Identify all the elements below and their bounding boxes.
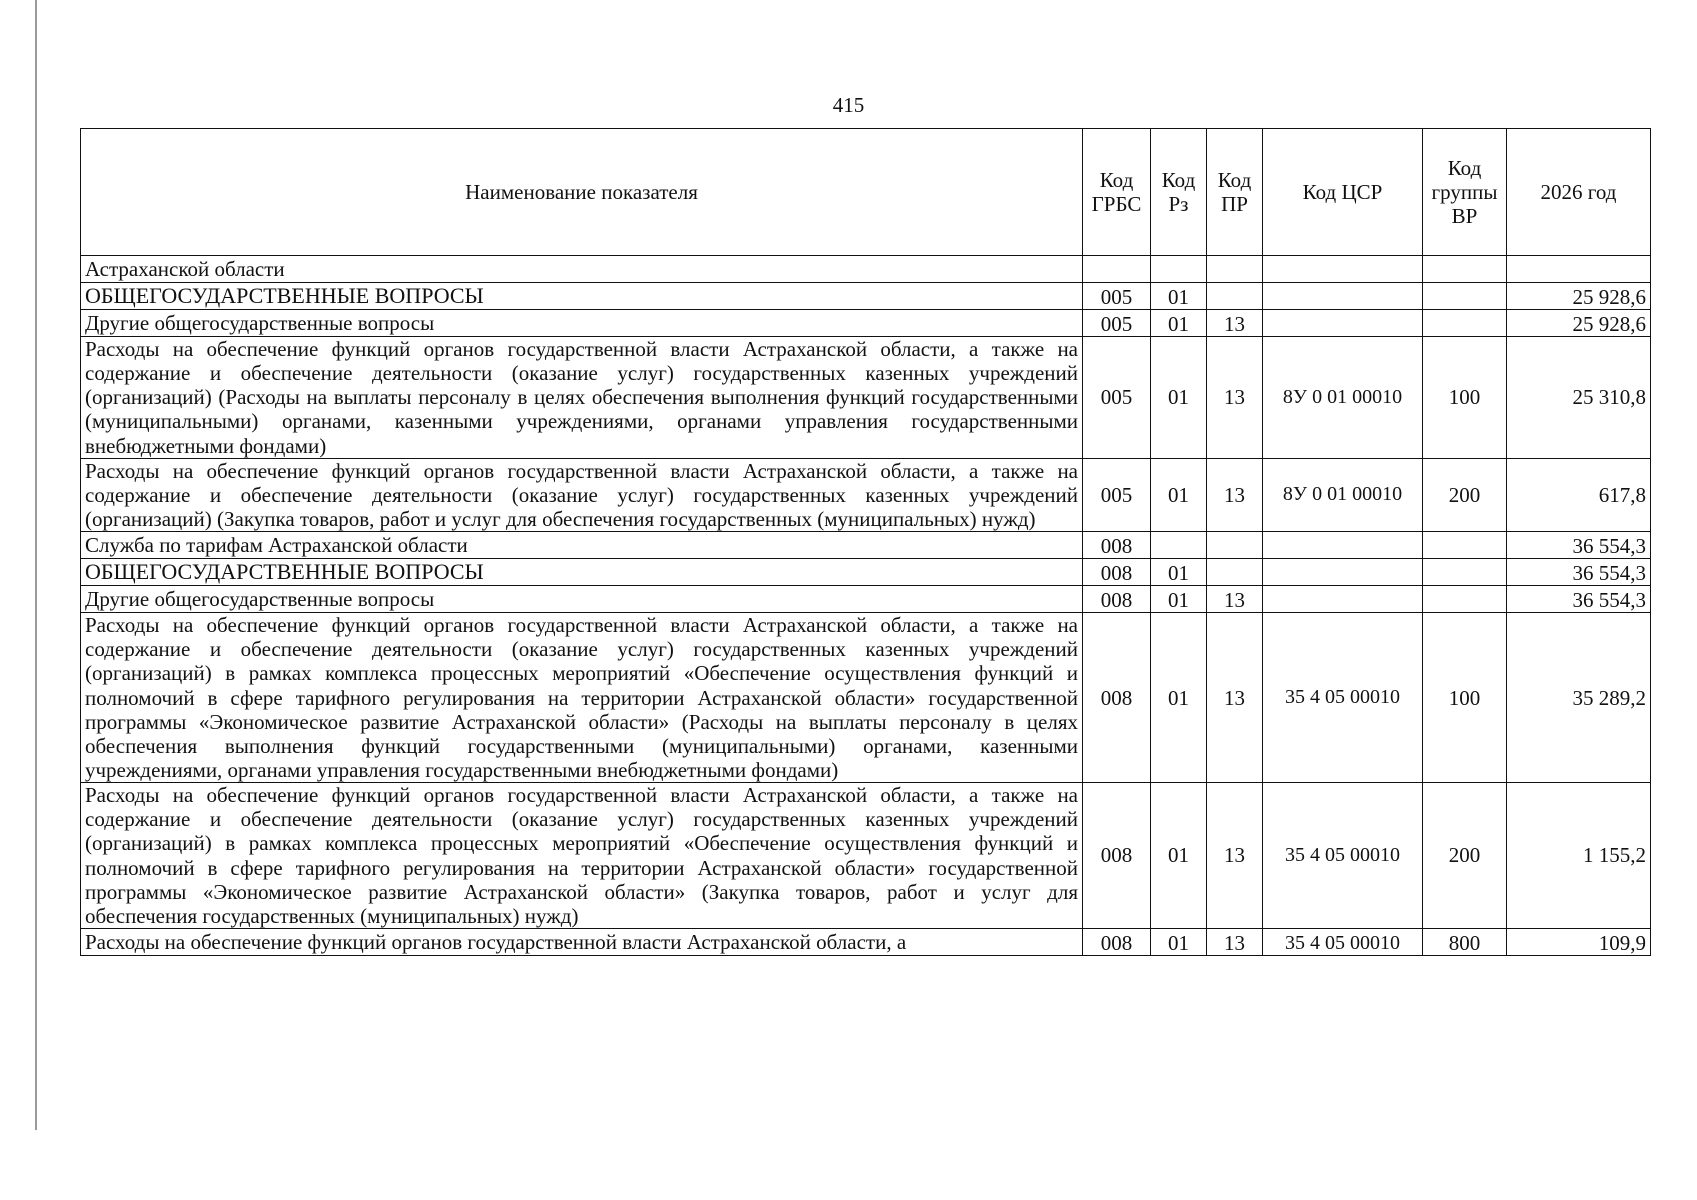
row-pr: 13 bbox=[1207, 586, 1263, 613]
row-grbs: 008 bbox=[1083, 928, 1151, 955]
header-pr: Код ПР bbox=[1207, 129, 1263, 256]
row-csr bbox=[1263, 283, 1423, 310]
row-rz: 01 bbox=[1151, 559, 1207, 586]
table-row bbox=[81, 586, 1651, 613]
row-pr: 13 bbox=[1207, 613, 1263, 783]
table-row bbox=[81, 337, 1651, 459]
row-grbs: 008 bbox=[1083, 532, 1151, 559]
header-name: Наименование показателя bbox=[81, 129, 1083, 256]
row-csr: 8У 0 01 00010 bbox=[1263, 337, 1423, 459]
row-rz: 01 bbox=[1151, 613, 1207, 783]
row-name: ОБЩЕГОСУДАРСТВЕННЫЕ ВОПРОСЫ bbox=[81, 559, 1083, 586]
row-rz: 01 bbox=[1151, 283, 1207, 310]
row-vr bbox=[1423, 256, 1507, 283]
row-amount: 25 928,6 bbox=[1507, 283, 1651, 310]
row-name: Служба по тарифам Астраханской области bbox=[81, 532, 1083, 559]
row-amount: 25 310,8 bbox=[1507, 337, 1651, 459]
row-pr: 13 bbox=[1207, 458, 1263, 531]
row-pr bbox=[1207, 256, 1263, 283]
row-csr bbox=[1263, 256, 1423, 283]
row-amount: 1 155,2 bbox=[1507, 783, 1651, 929]
row-amount: 35 289,2 bbox=[1507, 613, 1651, 783]
row-rz: 01 bbox=[1151, 928, 1207, 955]
row-rz: 01 bbox=[1151, 458, 1207, 531]
row-pr bbox=[1207, 532, 1263, 559]
row-name: ОБЩЕГОСУДАРСТВЕННЫЕ ВОПРОСЫ bbox=[81, 283, 1083, 310]
row-csr bbox=[1263, 532, 1423, 559]
row-rz: 01 bbox=[1151, 586, 1207, 613]
row-name: Расходы на обеспечение функций органов государственной власти Астраханской области, а также на содержание и обеспечение деятельности (оказание услуг) государственных казенных учреждений (организаций) (Расходы на выплаты персоналу в целях обеспечения выполнения функций государственными (муниципальными) органами, казенными учреждениями, органами управления государственными внебюджетными фондами) bbox=[81, 337, 1083, 459]
row-name: Расходы на обеспечение функций органов государственной власти Астраханской области, а также на содержание и обеспечение деятельности (оказание услуг) государственных казенных учреждений (организаций) в рамках комплекса процессных мероприятий «Обеспечение осуществления функций и полномочий в сфере тарифного регулирования на территории Астраханской области» государственной программы «Экономическое развитие Астраханской области» (Закупка товаров, работ и услуг для обеспечения государственных (муниципальных) нужд) bbox=[81, 783, 1083, 929]
row-pr: 13 bbox=[1207, 783, 1263, 929]
row-vr bbox=[1423, 559, 1507, 586]
row-csr: 8У 0 01 00010 bbox=[1263, 458, 1423, 531]
header-vr: Код группы ВР bbox=[1423, 129, 1507, 256]
row-vr bbox=[1423, 586, 1507, 613]
row-rz: 01 bbox=[1151, 783, 1207, 929]
header-rz: Код Рз bbox=[1151, 129, 1207, 256]
row-pr: 13 bbox=[1207, 928, 1263, 955]
row-pr bbox=[1207, 283, 1263, 310]
row-csr bbox=[1263, 559, 1423, 586]
row-pr bbox=[1207, 559, 1263, 586]
row-amount: 109,9 bbox=[1507, 928, 1651, 955]
row-vr: 100 bbox=[1423, 613, 1507, 783]
row-amount bbox=[1507, 256, 1651, 283]
table-row bbox=[81, 928, 1651, 955]
row-grbs: 005 bbox=[1083, 283, 1151, 310]
row-grbs: 008 bbox=[1083, 783, 1151, 929]
row-grbs: 005 bbox=[1083, 458, 1151, 531]
row-amount: 36 554,3 bbox=[1507, 532, 1651, 559]
row-rz bbox=[1151, 532, 1207, 559]
row-pr: 13 bbox=[1207, 310, 1263, 337]
row-vr: 200 bbox=[1423, 458, 1507, 531]
row-rz: 01 bbox=[1151, 337, 1207, 459]
header-year: 2026 год bbox=[1507, 129, 1651, 256]
row-grbs: 008 bbox=[1083, 559, 1151, 586]
row-vr bbox=[1423, 310, 1507, 337]
row-name: Расходы на обеспечение функций органов государственной власти Астраханской области, а также на содержание и обеспечение деятельности (оказание услуг) государственных казенных учреждений (организаций) в рамках комплекса процессных мероприятий «Обеспечение осуществления функций и полномочий в сфере тарифного регулирования на территории Астраханской области» государственной программы «Экономическое развитие Астраханской области» (Расходы на выплаты персоналу в целях обеспечения выполнения функций государственными (муниципальными) органами, казенными учреждениями, органами управления государственными внебюджетными фондами) bbox=[81, 613, 1083, 783]
row-grbs bbox=[1083, 256, 1151, 283]
table-row bbox=[81, 256, 1651, 283]
budget-table bbox=[80, 128, 1651, 956]
row-rz bbox=[1151, 256, 1207, 283]
row-vr bbox=[1423, 532, 1507, 559]
header-csr: Код ЦСР bbox=[1263, 129, 1423, 256]
table-row bbox=[81, 532, 1651, 559]
row-grbs: 008 bbox=[1083, 586, 1151, 613]
row-vr: 200 bbox=[1423, 783, 1507, 929]
row-vr bbox=[1423, 283, 1507, 310]
row-csr: 35 4 05 00010 bbox=[1263, 613, 1423, 783]
binding-margin-line bbox=[35, 0, 37, 1130]
row-name: Другие общегосударственные вопросы bbox=[81, 310, 1083, 337]
row-vr: 100 bbox=[1423, 337, 1507, 459]
row-csr: 35 4 05 00010 bbox=[1263, 783, 1423, 929]
row-amount: 617,8 bbox=[1507, 458, 1651, 531]
row-amount: 36 554,3 bbox=[1507, 586, 1651, 613]
row-grbs: 005 bbox=[1083, 310, 1151, 337]
page-number: 415 bbox=[832, 93, 865, 117]
row-vr: 800 bbox=[1423, 928, 1507, 955]
table-row bbox=[81, 783, 1651, 929]
row-name: Расходы на обеспечение функций органов государственной власти Астраханской области, а также на содержание и обеспечение деятельности (оказание услуг) государственных казенных учреждений (организаций) (Закупка товаров, работ и услуг для обеспечения государственных (муниципальных) нужд) bbox=[81, 458, 1083, 531]
table-row bbox=[81, 559, 1651, 586]
table-row bbox=[81, 613, 1651, 783]
row-amount: 36 554,3 bbox=[1507, 559, 1651, 586]
row-rz: 01 bbox=[1151, 310, 1207, 337]
table-row bbox=[81, 283, 1651, 310]
row-amount: 25 928,6 bbox=[1507, 310, 1651, 337]
row-name: Другие общегосударственные вопросы bbox=[81, 586, 1083, 613]
row-pr: 13 bbox=[1207, 337, 1263, 459]
row-csr bbox=[1263, 586, 1423, 613]
row-csr: 35 4 05 00010 bbox=[1263, 928, 1423, 955]
row-csr bbox=[1263, 310, 1423, 337]
row-name: Астраханской области bbox=[81, 256, 1083, 283]
table-header-row bbox=[81, 129, 1651, 256]
table-row bbox=[81, 310, 1651, 337]
row-grbs: 008 bbox=[1083, 613, 1151, 783]
table-row bbox=[81, 458, 1651, 531]
row-grbs: 005 bbox=[1083, 337, 1151, 459]
row-name: Расходы на обеспечение функций органов государственной власти Астраханской области, а bbox=[81, 928, 1083, 955]
header-grbs: Код ГРБС bbox=[1083, 129, 1151, 256]
